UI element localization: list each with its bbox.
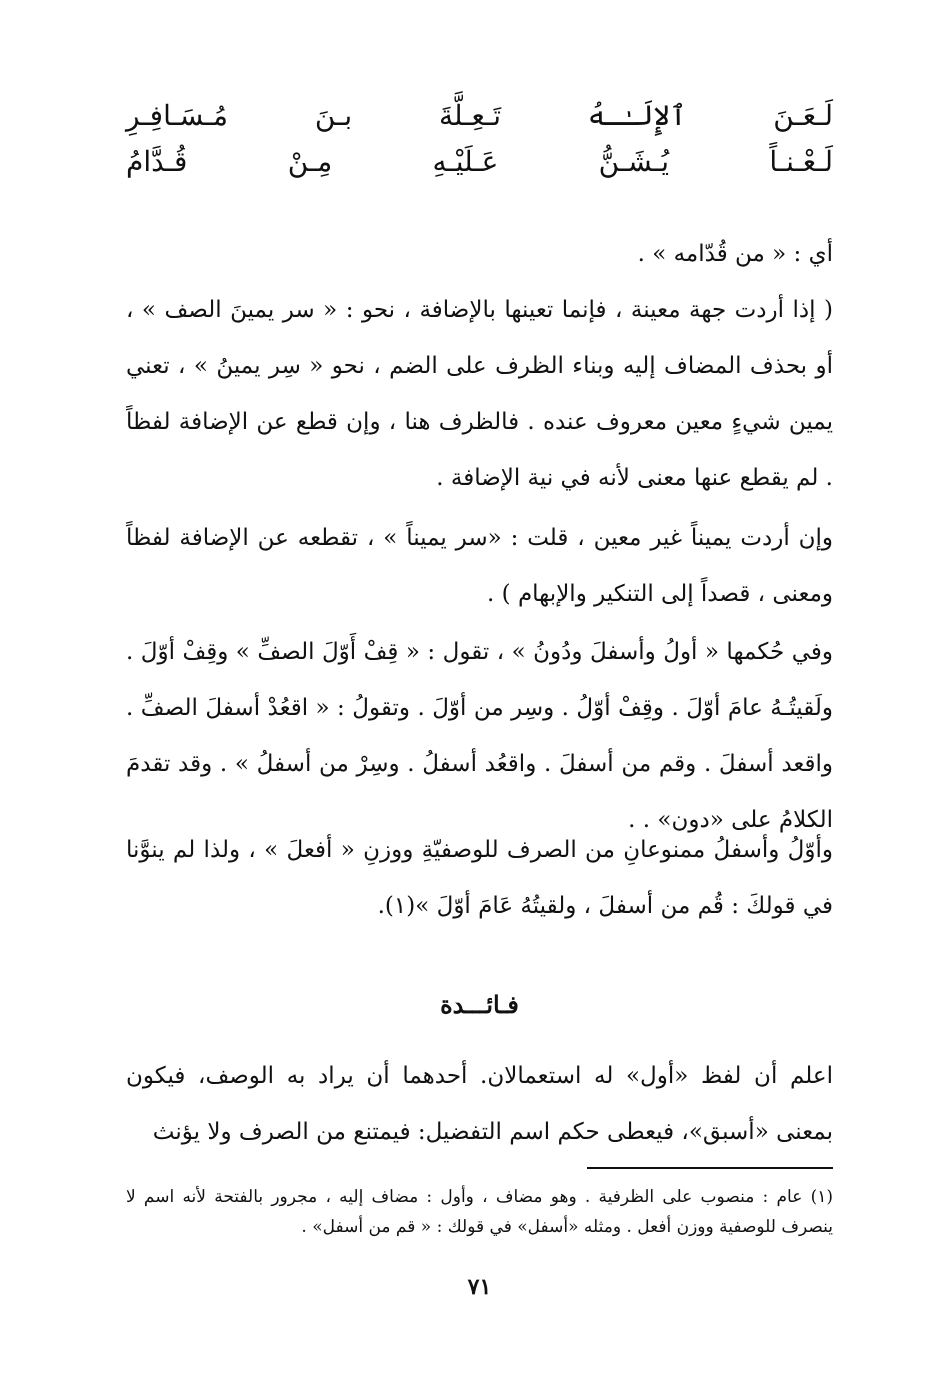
page-number: ٧١ xyxy=(467,1274,492,1300)
verse-word: تَـعِـلَّةَ xyxy=(439,99,502,132)
poem-verse-first-hemistich xyxy=(126,96,833,136)
definite-direction-paragraph: ( إذا أردت جهة معينة ، فإنما تعينها بالإضافة ، نحو : « سر يمينَ الصف » ، أو بحذف المضاف إليه وبناء الظرف على الضم ، نحو « سِر يمينُ » ، تعني يمين شيءٍ معين معروف عنده . فالظرف هنا ، وإن قطع عن الإضافة لفظاً . لم يقطع عنها معنى لأنه في نية الإضافة . xyxy=(126,297,833,491)
verse-word: يُـشَـنُّ xyxy=(598,145,670,178)
declension-paragraph: وأوّلُ وأسفلُ ممنوعانِ من الصرف للوصفيّةِ ووزنِ « أفعلَ » ، ولذا لم ينوَّنا في قولكَ : قُم من أسفلَ ، ولقيتُهُ عَامَ أوّلَ »(١). xyxy=(126,837,833,919)
verse-word: ٱلإِلَـٰـهُ xyxy=(587,99,687,132)
fayda-paragraph: اعلم أن لفظ «أول» له استعمالان. أحدهما أن يراد به الوصف، فيكون بمعنى «أسبق»، فيعطى حكم اسم التفضيل: فيمتنع من الصرف ولا يؤنث xyxy=(126,1063,833,1145)
book-page xyxy=(126,0,833,1383)
intro-paragraph: أي : « من قُدّامه » . xyxy=(637,241,833,267)
poem-verse-second-hemistich xyxy=(126,142,833,182)
footnote: (١) عام : منصوب على الظرفية . وهو مضاف ، وأول : مضاف إليه ، مجرور بالفتحة لأنه اسم لا ينصرف للوصفية ووزن أفعل . ومثله «أسفل» في قولك : « قم من أسفل» . xyxy=(126,1187,833,1237)
verse-word: مُـسَـافِـرِ xyxy=(126,99,228,132)
verse-word: مِـنْ xyxy=(287,145,333,178)
verse-word: بـنَ xyxy=(314,99,353,132)
awwal-asfal-rule-paragraph: وفي حُكمها « أولُ وأسفلَ ودُونُ » ، تقول : « قِفْ أَوّلَ الصفِّ » وقِفْ أوّلَ . ولَقيتُـهُ عامَ أوّلَ . وقِفْ أوّلُ . وسِر من أوّلَ . وتقولُ : « اقعُدْ أسفلَ الصفِّ . واقعد أسفلَ . وقم من أسفلَ . واقعُد أسفلُ . وسِرْ من أسفلُ » . وقد تقدمَ الكلامُ على «دون» . . xyxy=(126,639,833,833)
verse-word: لَـعَـنَ xyxy=(773,99,833,132)
section-heading: فـائـــدة xyxy=(440,990,519,1019)
verse-word: قُـدَّامُ xyxy=(126,145,188,178)
verse-word: عَـلَيْـهِ xyxy=(432,145,499,178)
footnote-separator xyxy=(587,1167,833,1169)
indefinite-direction-paragraph: وإن أردت يميناً غير معين ، قلت : «سر يميناً » ، تقطعه عن الإضافة لفظاً ومعنى ، قصداً إلى التنكير والإبهام ) . xyxy=(126,525,833,607)
verse-word: لَـعْـنـاً xyxy=(769,145,833,178)
